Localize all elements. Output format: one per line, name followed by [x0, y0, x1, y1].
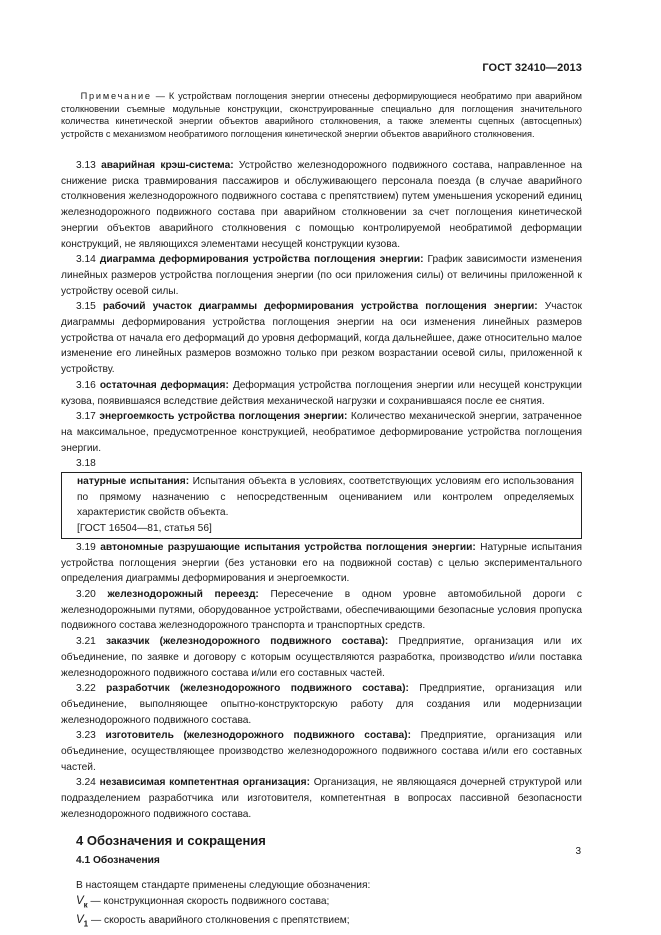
term-definition: Предприятие, организация или их объединение, по заявке и договору с которым осуществляются разработка, производство и/или поставка железнодорожного подвижного состава и/или его составных частей. — [61, 636, 582, 679]
term-title: заказчик (железнодорожного подвижного состава): — [106, 636, 389, 648]
term-definition: Пересечение в одном уровне автомобильной дороги с железнодорожными путями, оборудованное устройствами, обеспечивающими безопасные условия пропуска подвижного состава железнодорожного транспорта и транспортных средств. — [61, 588, 583, 632]
term-title: рабочий участок диаграммы деформирования устройства поглощения энергии: — [102, 301, 538, 313]
term-3-14: 3.14 диаграмма деформирования устройства поглощения энергии: График зависимости изменения линейных размеров устройства поглощения энергии (по оси приложения силы) от величины приложенной к устройству осевой силы. — [61, 254, 582, 297]
subsection-heading: 4.1 Обозначения — [76, 855, 160, 867]
term-3-18-number: 3.18 — [76, 458, 96, 470]
note-label: Примечание — [80, 91, 152, 101]
term-3-17: 3.17 энергоемкость устройства поглощения энергии: Количество механической энергии, затраченное на максимальное, предусмотренное конструкцией, необратимое деформирование устройства поглощения энергии. — [61, 411, 582, 454]
term-3-15: 3.15 рабочий участок диаграммы деформирования устройства поглощения энергии: Участок диаграммы деформирования устройства поглощения энергии на оси изменения линейных размеров устройства от начала его деформаций до уровня деформаций, когда дальнейшее, даже относительно малое изменение его линейных размеров возможно только при резком возрастании осевой силы, приложенной к устройству. — [61, 301, 582, 376]
term-definition: Натурные испытания устройства поглощения энергии (без установки его на подвижной состав) с целью экспериментального определения диаграммы деформирования и энергоемкости. — [61, 541, 582, 585]
term-3-18-box — [61, 472, 582, 539]
term-definition: Участок диаграммы деформирования устройства поглощения энергии на оси изменения линейных размеров устройства от начала его деформаций до уровня деформаций, когда дальнейшее, даже относительно малое изменение его линейных размеров возможно только при резком возрастании осевой силы, приложенной к устройству. — [61, 301, 582, 376]
term-definition: Устройство железнодорожного подвижного состава, направленное на снижение риска травмирования пассажиров и обслуживающего персонала поезда (в случае аварийного столкновения железнодорожного подвижного состава с препятствием) путем уменьшения ускорений единиц железнодорожного подвижного состава при аварийном столкновении за счет поглощения кинетической энергии объектов аварийного столкновения с помощью контролируемой необратимой деформации конструкций, не являющихся элементами несущей конструкции кузова. — [61, 160, 582, 250]
symbol-subscript: к — [83, 899, 88, 909]
term-title: диаграмма деформирования устройства поглощения энергии: — [99, 254, 424, 266]
term-definition: Организация, не являющаяся дочерней структурой или подразделением разработчика или изготовителя, компетентная в вопросах пассивной безопасности железнодорожного подвижного состава. — [61, 777, 582, 820]
term-title: автономные разрушающие испытания устройства поглощения энергии: — [100, 541, 476, 553]
symbol-subscript: 1 — [83, 918, 89, 928]
term-title: энергоемкость устройства поглощения энергии: — [99, 411, 348, 423]
symbols-intro: В настоящем стандарте применены следующие обозначения: — [76, 879, 371, 891]
document-header: ГОСТ 32410—2013 — [482, 62, 582, 74]
term-definition: Предприятие, организация или объединение, выполняющее опытно-конструкторскую работу для создания или модернизации железнодорожного подвижного состава. — [61, 683, 582, 726]
symbol-vk — [61, 894, 582, 913]
symbol-letter: V — [76, 913, 84, 926]
term-title: изготовитель (железнодорожного подвижного состава): — [105, 730, 411, 742]
term-3-24: 3.24 независимая компетентная организация: Организация, не являющаяся дочерней структурой или подразделением разработчика или изготовителя, компетентная в вопросах пассивной безопасности железнодорожного подвижного состава. — [61, 777, 582, 820]
term-title: натурные испытания: — [77, 476, 190, 488]
term-title: независимая компетентная организация: — [99, 777, 310, 789]
term-definition: Предприятие, организация или объединение, осуществляющее производство железнодорожного подвижного состава и/или его составных частей. — [61, 730, 582, 773]
note-paragraph — [61, 90, 582, 140]
term-3-18 — [77, 474, 574, 521]
symbol-definition: — конструкционная скорость подвижного состава; — [87, 895, 330, 907]
note-text: — К устройствам поглощения энергии отнесены деформирующиеся необратимо при аварийном столкновении съемные модульные конструкции, сконструированные специально для поглощения значительного количества кинетической энергии объектов аварийного столкновения, а также элементы сцепных (автосцепных) устройств с механизмом необратимого поглощения кинетической энергии объектов аварийного столкновения. — [61, 91, 583, 139]
term-definition: График зависимости изменения линейных размеров устройства поглощения энергии (по оси приложения силы) от величины приложенной к устройству осевой силы. — [61, 254, 582, 297]
symbol-v1 — [61, 913, 582, 932]
term-3-13: 3.13 аварийная крэш-система: Устройство железнодорожного подвижного состава, направленное на снижение риска травмирования пассажиров и обслуживающего персонала поезда (в случае аварийного столкновения железнодорожного подвижного состава с препятствием) путем уменьшения ускорений единиц железнодорожного подвижного состава при аварийном столкновении за счет поглощения кинетической энергии объектов аварийного столкновения с помощью контролируемой необратимой деформации конструкций, не являющихся элементами несущей конструкции кузова. — [61, 160, 582, 250]
symbol-definition: — скорость аварийного столкновения с препятствием; — [88, 914, 350, 926]
page-number: 3 — [575, 846, 581, 857]
term-title: аварийная крэш-система: — [101, 160, 234, 171]
term-source: [ГОСТ 16504—81, статья 56] — [77, 523, 212, 535]
symbol-letter: V — [76, 894, 84, 907]
term-3-20: 3.20 железнодорожный переезд: Пересечение в одном уровне автомобильной дороги с железнодорожными путями, оборудованное устройствами, обеспечивающими безопасные условия пропуска подвижного состава железнодорожного транспорта и транспортных средств. — [61, 588, 583, 632]
term-title: остаточная деформация: — [99, 379, 229, 391]
term-definition: Количество механической энергии, затраченное на максимальное, предусмотренное конструкцией, необратимое деформирование устройства поглощения энергии. — [61, 411, 582, 454]
term-definition: Деформация устройства поглощения энергии или несущей конструкции кузова, появившаяся вследствие действия механической нагрузки и сохранившаяся после ее снятия. — [61, 379, 582, 407]
term-3-16: 3.16 остаточная деформация: Деформация устройства поглощения энергии или несущей конструкции кузова, появившаяся вследствие действия механической нагрузки и сохранившаяся после ее снятия. — [61, 379, 582, 407]
term-3-23: 3.23 изготовитель (железнодорожного подвижного состава): Предприятие, организация или объединение, осуществляющее производство железнодорожного подвижного состава и/или его составных частей. — [61, 730, 582, 773]
term-title: железнодорожный переезд: — [107, 588, 259, 600]
term-definition: Испытания объекта в условиях, соответствующих условиям его использования по прямому назначению с непосредственным оцениванием или контролем определяемых характеристик свойств объекта. — [77, 476, 575, 519]
term-title: разработчик (железнодорожного подвижного состава): — [106, 683, 409, 695]
section-heading: 4 Обозначения и сокращения — [76, 832, 266, 848]
term-3-22: 3.22 разработчик (железнодорожного подвижного состава): Предприятие, организация или объединение, выполняющее опытно-конструкторскую работу для создания или модернизации железнодорожного подвижного состава. — [61, 683, 582, 726]
term-3-21: 3.21 заказчик (железнодорожного подвижного состава): Предприятие, организация или их объединение, по заявке и договору с которым осуществляются разработка, производство и/или поставка железнодорожного подвижного состава и/или его составных частей. — [61, 636, 582, 679]
main-content — [61, 158, 582, 932]
term-3-19: 3.19 автономные разрушающие испытания устройства поглощения энергии: Натурные испытания устройства поглощения энергии (без установки его на подвижной состав) с целью экспериментального определения диаграммы деформирования и энергоемкости. — [61, 541, 582, 585]
